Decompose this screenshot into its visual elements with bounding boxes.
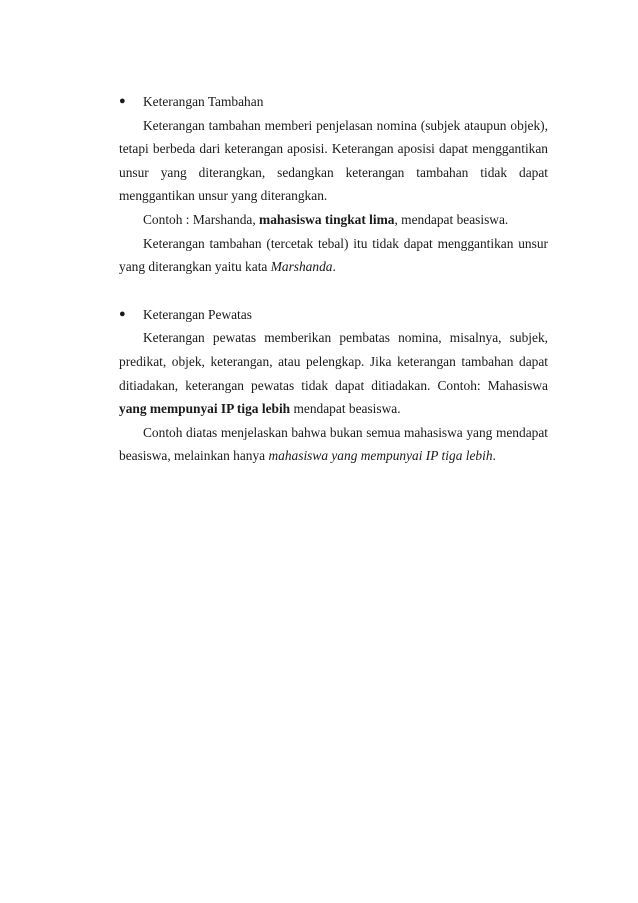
paragraph bbox=[119, 326, 548, 420]
section-keterangan-tambahan bbox=[119, 90, 548, 279]
paragraph-text: Keterangan tambahan (tercetak tebal) itu tidak dapat menggantikan unsur yang diterangkan yaitu kata bbox=[119, 235, 548, 275]
section-heading bbox=[119, 90, 548, 114]
paragraph bbox=[119, 421, 548, 468]
bold-text: mahasiswa tingkat lima bbox=[259, 211, 395, 227]
italic-text: Marshanda bbox=[270, 259, 333, 275]
paragraph-text: . bbox=[492, 448, 496, 464]
italic-text: mahasiswa yang mempunyai IP tiga lebih bbox=[268, 448, 493, 464]
paragraph-text: Contoh : Marshanda, bbox=[143, 211, 260, 227]
paragraph-text: . bbox=[332, 259, 336, 275]
document-page bbox=[119, 90, 548, 468]
bold-text: yang mempunyai IP tiga lebih bbox=[119, 401, 291, 417]
paragraph-text: Keterangan tambahan memberi penjelasan nomina (subjek ataupun objek), tetapi berbeda dari keterangan aposisi. Keterangan aposisi dapat menggantikan unsur yang diterangkan, sedangkan keterangan tambahan tidak dapat menggantikan unsur yang diterangkan. bbox=[119, 117, 548, 204]
section-title: Keterangan Pewatas bbox=[143, 306, 252, 322]
paragraph bbox=[119, 114, 548, 208]
paragraph-text: Contoh diatas menjelaskan bahwa bukan semua mahasiswa yang mendapat beasiswa, melainkan hanya bbox=[119, 424, 548, 464]
bullet-icon: ● bbox=[119, 307, 126, 320]
paragraph bbox=[119, 232, 548, 279]
section-keterangan-pewatas bbox=[119, 303, 548, 468]
example-paragraph bbox=[119, 208, 548, 232]
section-heading bbox=[119, 303, 548, 327]
paragraph-text: , mendapat beasiswa. bbox=[394, 211, 509, 227]
section-title: Keterangan Tambahan bbox=[143, 94, 264, 109]
bullet-icon: ● bbox=[119, 95, 126, 107]
paragraph-text: Keterangan pewatas memberikan pembatas nomina, misalnya, subjek, predikat, objek, keterangan, atau pelengkap. Jika keterangan tambahan dapat ditiadakan, keterangan pewatas tidak dapat ditiadakan. Contoh: Mahasiswa bbox=[119, 330, 548, 393]
paragraph-text: mendapat beasiswa. bbox=[290, 401, 401, 417]
